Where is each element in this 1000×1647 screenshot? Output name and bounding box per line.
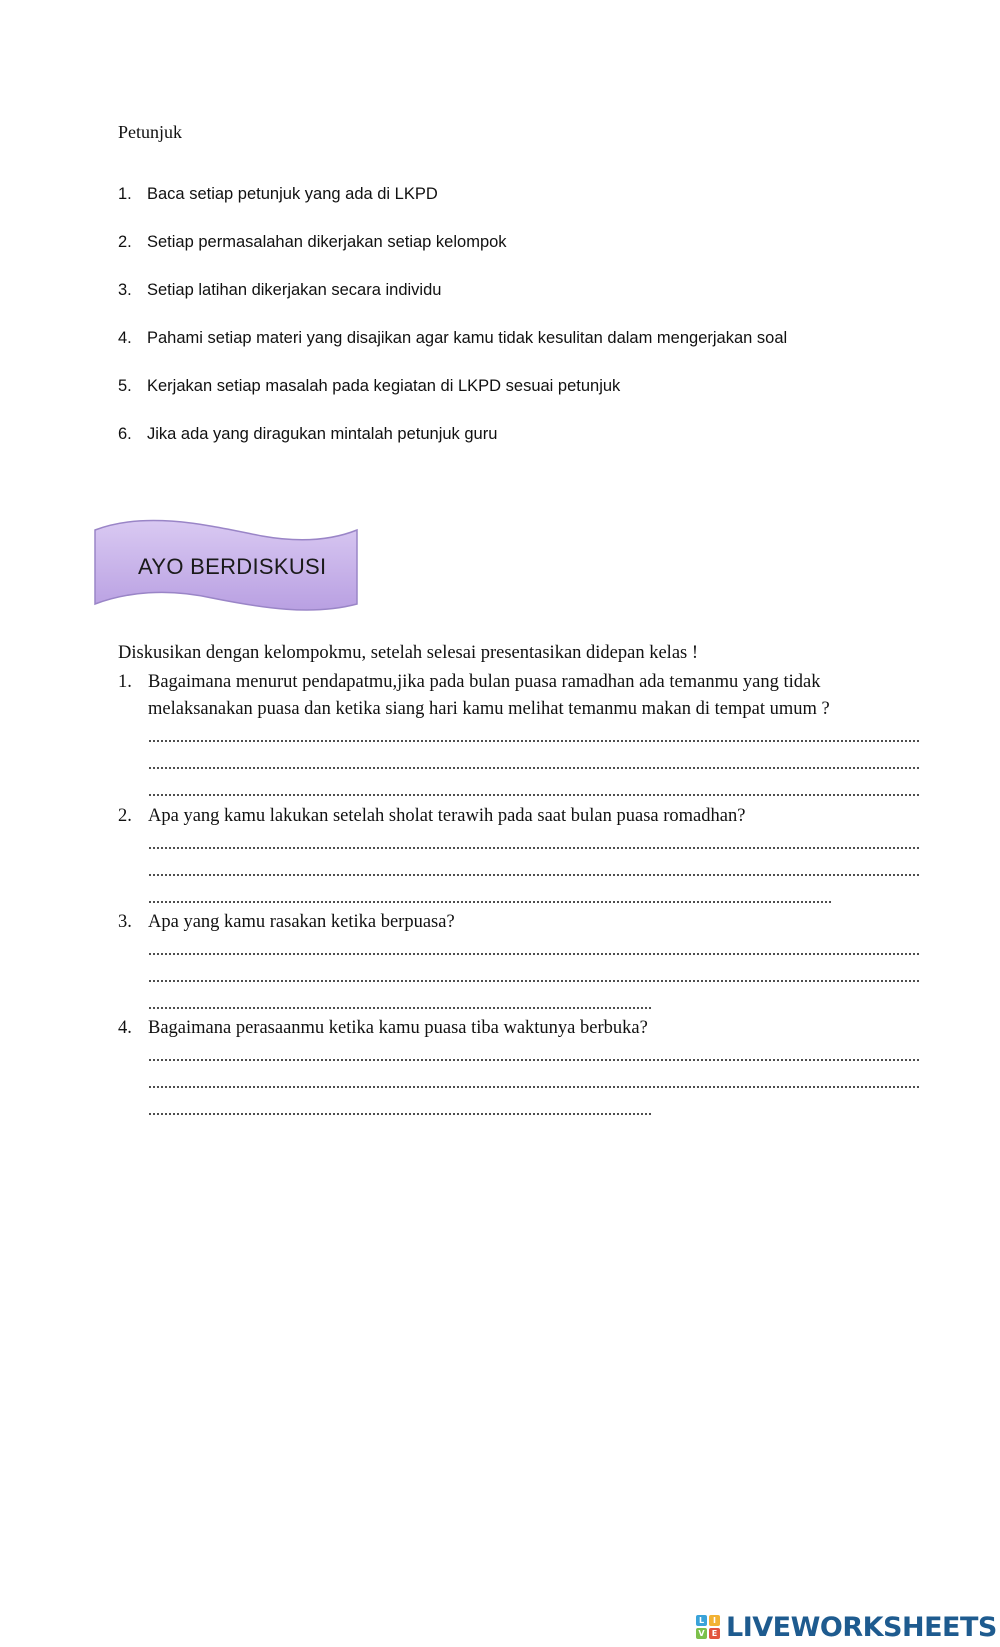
- item-number: 1.: [118, 185, 132, 203]
- answer-line[interactable]: [148, 963, 920, 990]
- question-1: [118, 669, 938, 804]
- logo-blocks-icon: [696, 1615, 720, 1639]
- answer-line[interactable]: [148, 723, 920, 750]
- item-text: Setiap permasalahan dikerjakan setiap kelompok: [147, 233, 507, 251]
- answer-line[interactable]: [148, 777, 920, 804]
- item-number: 6.: [118, 425, 132, 443]
- logo-letter: V: [696, 1628, 707, 1639]
- answer-line[interactable]: [148, 750, 920, 777]
- petunjuk-heading: Petunjuk: [118, 122, 183, 142]
- answer-line[interactable]: [148, 830, 920, 857]
- answer-line[interactable]: [148, 884, 833, 911]
- answer-line[interactable]: [148, 936, 920, 963]
- question-text: Bagaimana menurut pendapatmu,jika pada bulan puasa ramadhan ada temanmu yang tidak: [148, 672, 821, 692]
- item-text: Pahami setiap materi yang disajikan agar kamu tidak kesulitan dalam mengerjakan soal: [147, 329, 788, 347]
- liveworksheets-logo: [696, 1612, 997, 1642]
- logo-letter: I: [709, 1615, 720, 1626]
- list-item: [118, 233, 938, 281]
- discussion-instruction: Diskusikan dengan kelompokmu, setelah selesai presentasikan didepan kelas !: [118, 643, 699, 663]
- answer-line[interactable]: [148, 1096, 653, 1123]
- logo-letter: L: [696, 1615, 707, 1626]
- answer-line[interactable]: [148, 990, 653, 1017]
- question-number: 1.: [118, 672, 132, 692]
- item-text: Kerjakan setiap masalah pada kegiatan di LKPD sesuai petunjuk: [147, 377, 621, 395]
- item-number: 3.: [118, 281, 132, 299]
- logo-letter: E: [709, 1628, 720, 1639]
- question-number: 4.: [118, 1018, 132, 1038]
- question-number: 3.: [118, 912, 132, 932]
- answer-line[interactable]: [148, 857, 920, 884]
- question-3: [118, 909, 938, 1017]
- item-number: 5.: [118, 377, 132, 395]
- question-text: Apa yang kamu lakukan setelah sholat terawih pada saat bulan puasa romadhan?: [148, 806, 746, 826]
- question-number: 2.: [118, 806, 132, 826]
- logo-text: LIVEWORKSHEETS: [726, 1611, 997, 1643]
- item-text: Setiap latihan dikerjakan secara individu: [147, 281, 442, 299]
- banner-label: AYO BERDISKUSI: [138, 554, 327, 579]
- question-text: Bagaimana perasaanmu ketika kamu puasa tiba waktunya berbuka?: [148, 1018, 648, 1038]
- answer-line[interactable]: [148, 1069, 920, 1096]
- ayo-berdiskusi-banner: [92, 518, 362, 622]
- list-item: [118, 329, 938, 377]
- question-4: [118, 1015, 938, 1123]
- list-item: [118, 185, 938, 233]
- question-text-continued: melaksanakan puasa dan ketika siang hari kamu melihat temanmu makan di tempat umum ?: [148, 699, 830, 719]
- petunjuk-list: [118, 185, 938, 473]
- list-item: [118, 425, 938, 473]
- item-number: 2.: [118, 233, 132, 251]
- answer-line[interactable]: [148, 1042, 920, 1069]
- list-item: [118, 281, 938, 329]
- question-2: [118, 803, 938, 911]
- list-item: [118, 377, 938, 425]
- item-text: Jika ada yang diragukan mintalah petunjuk guru: [147, 425, 498, 443]
- item-number: 4.: [118, 329, 132, 347]
- question-text: Apa yang kamu rasakan ketika berpuasa?: [148, 912, 455, 932]
- item-text: Baca setiap petunjuk yang ada di LKPD: [147, 185, 438, 203]
